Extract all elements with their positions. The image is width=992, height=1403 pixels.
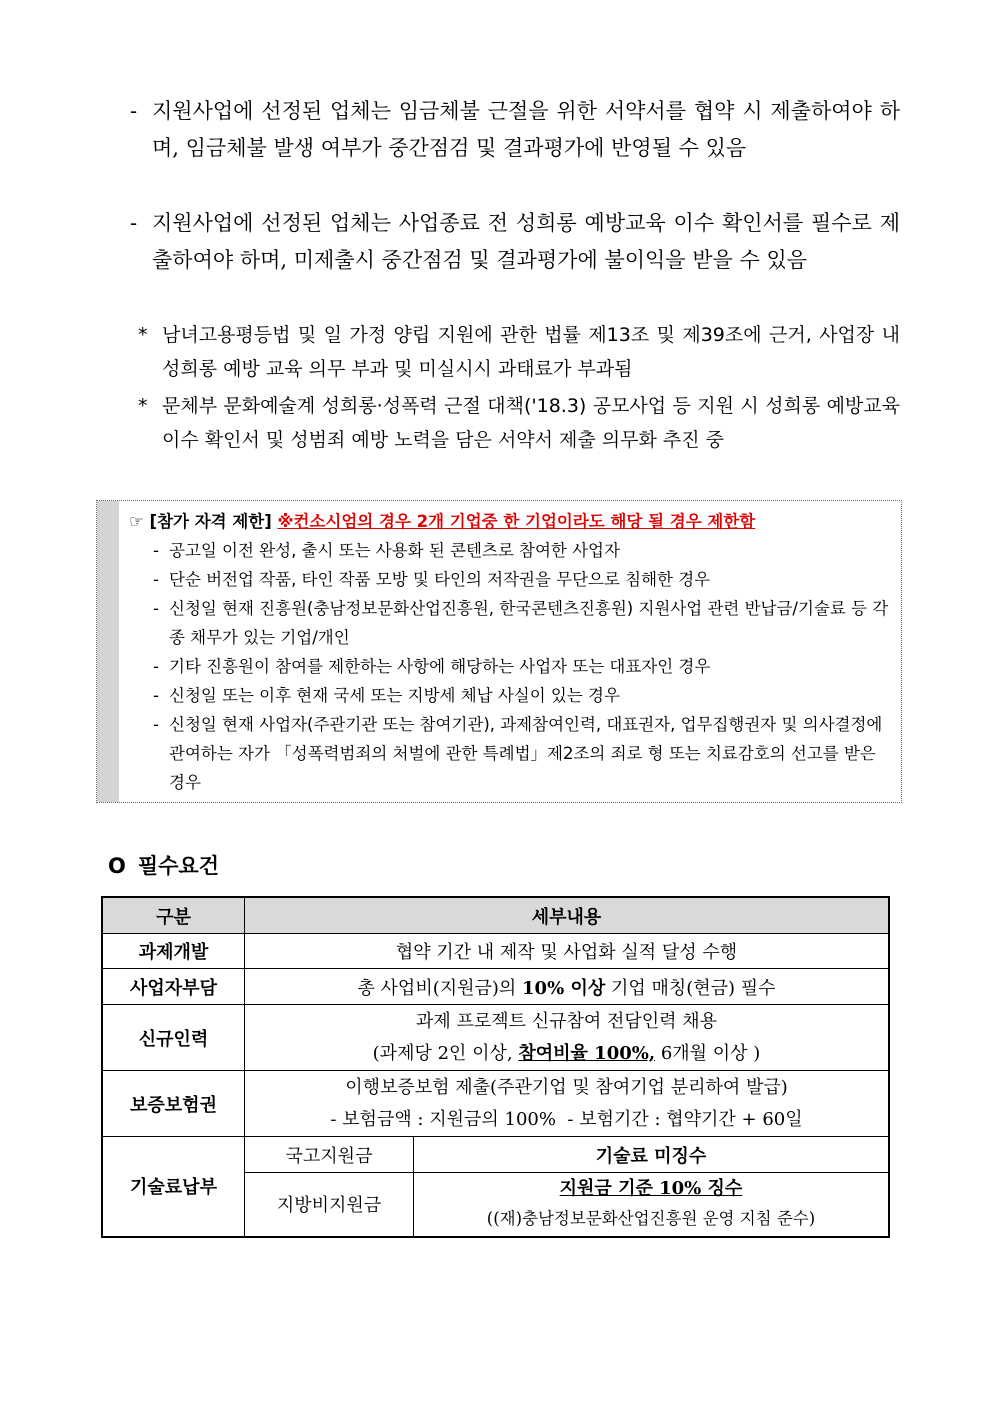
requirements-table <box>101 896 890 1238</box>
restriction-box <box>96 500 902 803</box>
row-value: 총 사업비(지원금)의 10% 이상 기업 매칭(현금) 필수 <box>245 969 890 1005</box>
note-text: 문체부 문화예술계 성희롱·성폭력 근절 대책('18.3) 공모사업 등 지원 시 성희롱 예방교육 이수 확인서 및 성범죄 예방 노력을 담은 서약서 제출 의무화 추진 중 <box>162 395 900 451</box>
row-label: 신규인력 <box>102 1005 245 1071</box>
section-title-text: 필수요건 <box>137 853 220 878</box>
restriction-header <box>129 507 893 536</box>
bullet-dash: - <box>130 211 138 235</box>
restriction-title: [참가 자격 제한] <box>149 512 272 531</box>
list-item: - 신청일 또는 이후 현재 국세 또는 지방세 체납 사실이 있는 경우 <box>153 686 620 705</box>
table-header-row <box>102 897 889 934</box>
list-item: - 기타 진흥원이 참여를 제한하는 사항에 해당하는 사업자 또는 대표자인 경우 <box>153 657 711 676</box>
local-label: 지방비지원금 <box>245 1173 414 1237</box>
table-row <box>102 934 889 969</box>
row-value: 이행보증보험 제출(주관기업 및 참여기업 분리하여 발급) - 보험금액 : 지원금의 100% - 보험기간 : 협약기간 + 60일 <box>245 1071 890 1137</box>
row-label: 기술료납부 <box>102 1137 245 1237</box>
row-label: 보증보험권 <box>102 1071 245 1137</box>
list-item: - 단순 버전업 작품, 타인 작품 모방 및 타인의 저작권을 무단으로 침해한 경우 <box>153 570 711 589</box>
note-star: * <box>138 324 148 346</box>
bullet-wage <box>130 93 900 167</box>
note-text: 남녀고용평등법 및 일 가정 양립 지원에 관한 법률 제13조 및 제39조에 근거, 사업장 내 성희롱 예방 교육 의무 부과 및 미실시시 과태료가 부과됨 <box>162 324 900 380</box>
table-row <box>102 969 889 1005</box>
row-value: 과제 프로젝트 신규참여 전담인력 채용 (과제당 2인 이상, 참여비율 100%, 6개월 이상 ) <box>245 1005 890 1071</box>
list-item: - 공고일 이전 완성, 출시 또는 사용화 된 콘텐츠로 참여한 사업자 <box>153 541 620 560</box>
row-label: 사업자부담 <box>102 969 245 1005</box>
table-row <box>102 1071 889 1137</box>
bullet-harassment <box>130 205 900 279</box>
table-row <box>102 1005 889 1071</box>
header-detail: 세부내용 <box>245 897 890 934</box>
list-item: - 신청일 현재 진흥원(충남정보문화산업진흥원, 한국콘텐츠진흥원) 지원사업 관련 반납금/기술료 등 각종 채무가 있는 기업/개인 <box>153 599 889 647</box>
bullet-text: 지원사업에 선정된 업체는 임금체불 근절을 위한 서약서를 협약 시 제출하여야 하며, 임금체불 발생 여부가 중간점검 및 결과평가에 반영될 수 있음 <box>152 99 900 160</box>
bullet-text: 지원사업에 선정된 업체는 사업종료 전 성희롱 예방교육 이수 확인서를 필수로 제출하여야 하며, 미제출시 중간점검 및 결과평가에 불이익을 받을 수 있음 <box>152 211 900 272</box>
list-item: - 신청일 현재 사업자(주관기관 또는 참여기관), 과제참여인력, 대표권자, 업무집행권자 및 의사결정에 관여하는 자가 「성폭력범죄의 처벌에 관한 특례법」제2조의 죄로 형 또는 치료감호의 선고를 받은 경우 <box>153 715 883 792</box>
note-law <box>138 318 900 386</box>
row-label: 과제개발 <box>102 934 245 969</box>
circle-bullet-icon: O <box>108 854 126 878</box>
box-side-strip <box>97 501 119 802</box>
bullet-dash: - <box>130 99 138 123</box>
section-title <box>108 850 219 880</box>
national-value: 기술료 미징수 <box>414 1137 890 1173</box>
row-value: 협약 기간 내 제작 및 사업화 실적 달성 수행 <box>245 934 890 969</box>
header-category: 구분 <box>102 897 245 934</box>
note-star: * <box>138 395 148 417</box>
table-row <box>102 1137 889 1173</box>
pointer-icon: ☞ <box>129 512 144 531</box>
national-label: 국고지원금 <box>245 1137 414 1173</box>
restriction-warning: ※컨소시엄의 경우 2개 기업중 한 기업이라도 해당 될 경우 제한함 <box>277 512 756 531</box>
note-ministry <box>138 389 900 457</box>
local-value: 지원금 기준 10% 징수 ((재)충남정보문화산업진흥원 운영 지침 준수) <box>414 1173 890 1237</box>
